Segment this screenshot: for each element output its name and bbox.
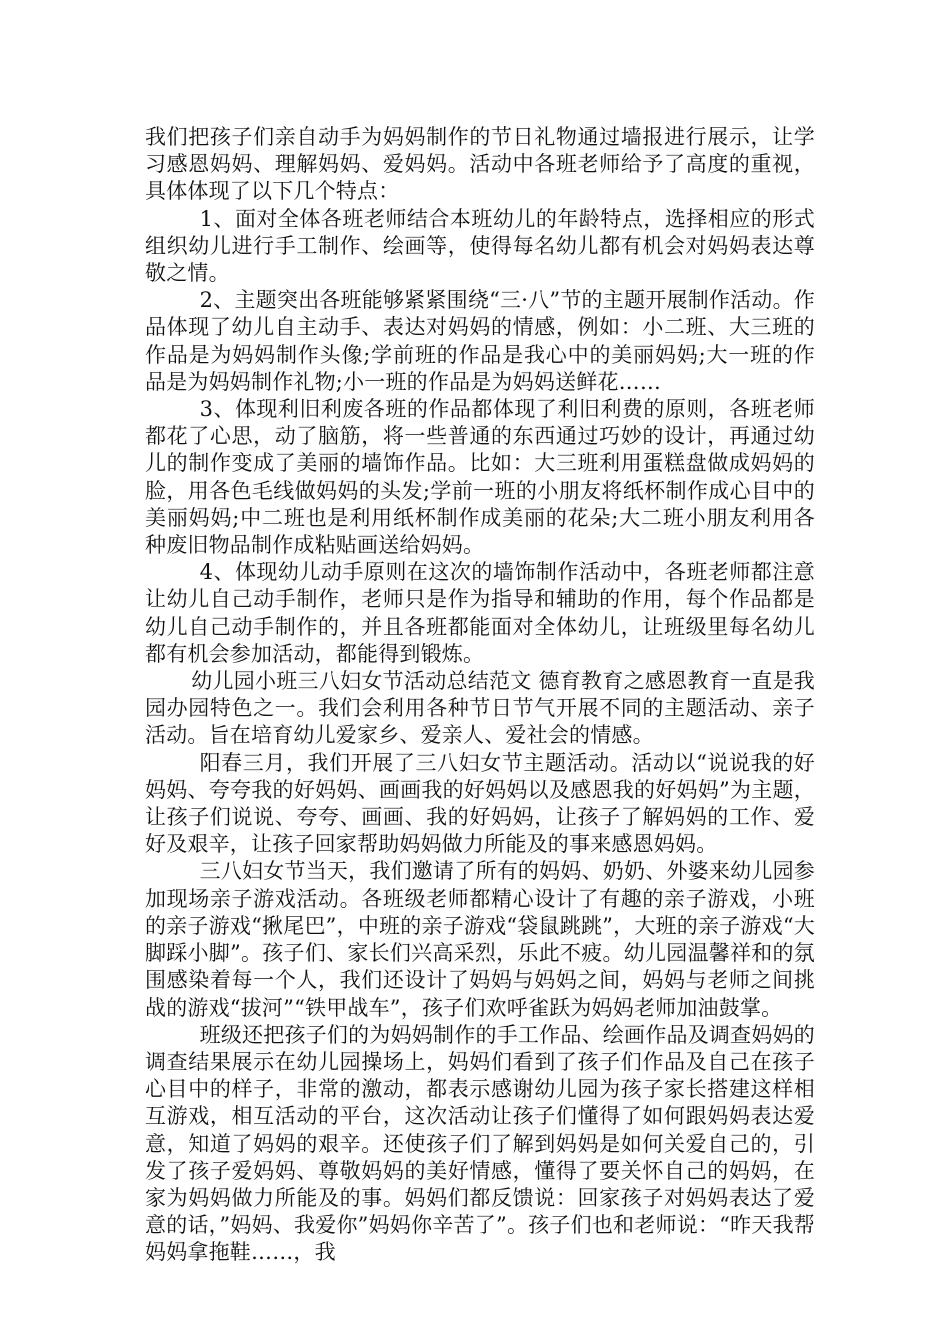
paragraph-march: 阳春三月，我们开展了三八妇女节主题活动。活动以“说说我的好妈妈、夸夸我的好妈妈、画画我的好妈妈以及感恩我的好妈妈”为主题，让孩子们说说、夸夸、画画、我的好妈妈，让孩子了解妈妈的工作、爱好及艰辛，让孩子回家帮助妈妈做力所能及的事来感恩妈妈。 bbox=[145, 750, 815, 857]
paragraph-point-4: 4、体现幼儿动手原则在这次的墙饰制作活动中，各班老师都注意让幼儿自己动手制作，老师只是作为指导和辅助的作用，每个作品都是幼儿自己动手制作的，并且各班都能面对全体幼儿，让班级里每名幼儿都有机会参加活动，都能得到锻炼。 bbox=[145, 560, 815, 666]
paragraph-point-3: 3、体现利旧利废各班的作品都体现了利旧利费的原则，各班老师都花了心思，动了脑筋，将一些普通的东西通过巧妙的设计，再通过幼儿的制作变成了美丽的墙饰作品。比如：大三班利用蛋糕盘做成妈妈的脸，用各色毛线做妈妈的头发;学前一班的小朋友将纸杯制作成心目中的美丽妈妈;中二班也是利用纸杯制作成美丽的花朵;大二班小朋友利用各种废旧物品制作成粘贴画送给妈妈。 bbox=[145, 397, 815, 558]
paragraph-summary-title: 幼儿园小班三八妇女节活动总结范文 德育教育之感恩教育一直是我园办园特色之一。我们会利用各种节日节气开展不同的主题活动、亲子活动。旨在培育幼儿爱家乡、爱亲人、爱社会的情感。 bbox=[145, 669, 815, 748]
document-body bbox=[145, 124, 815, 1267]
paragraph-intro: 我们把孩子们亲自动手为妈妈制作的节日礼物通过墙报进行展示，让学习感恩妈妈、理解妈妈、爱妈妈。活动中各班老师给予了高度的重视，具体体现了以下几个特点： bbox=[145, 125, 815, 204]
paragraph-festival-day: 三八妇女节当天，我们邀请了所有的妈妈、奶奶、外婆来幼儿园参加现场亲子游戏活动。各班级老师都精心设计了有趣的亲子游戏，小班的亲子游戏“揪尾巴”，中班的亲子游戏“袋鼠跳跳”，大班的亲子游戏“大脚踩小脚”。孩子们、家长们兴高采烈，乐此不疲。幼儿园温馨祥和的氛围感染着每一个人，我们还设计了妈妈与妈妈之间，妈妈与老师之间挑战的游戏“拔河”“铁甲战车”，孩子们欢呼雀跃为妈妈老师加油鼓掌。 bbox=[145, 859, 815, 1020]
paragraph-point-1: 1、面对全体各班老师结合本班幼儿的年龄特点，选择相应的形式组织幼儿进行手工制作、绘画等，使得每名幼儿都有机会对妈妈表达尊敬之情。 bbox=[145, 206, 815, 286]
paragraph-point-2: 2、主题突出各班能够紧紧围绕“三·八”节的主题开展制作活动。作品体现了幼儿自主动手、表达对妈妈的情感，例如：小二班、大三班的作品是为妈妈制作头像;学前班的作品是我心中的美丽妈妈;大一班的作品是为妈妈制作礼物;小一班的作品是为妈妈送鲜花…… bbox=[145, 288, 815, 394]
paragraph-exhibition: 班级还把孩子们的为妈妈制作的手工作品、绘画作品及调查妈妈的调查结果展示在幼儿园操场上，妈妈们看到了孩子们作品及自己在孩子心目中的样子，非常的激动，都表示感谢幼儿园为孩子家长搭建这样相互游戏，相互活动的平台，这次活动让孩子们懂得了如何跟妈妈表达爱意，知道了妈妈的艰辛。还使孩子们了解到妈妈是如何关爱自己的，引发了孩子爱妈妈、尊敬妈妈的美好情感，懂得了要关怀自己的妈妈，在家为妈妈做力所能及的事。妈妈们都反馈说：回家孩子对妈妈表达了爱意的话，”妈妈、我爱你”妈妈你辛苦了”。孩子们也和老师说：“昨天我帮妈妈拿拖鞋……，我 bbox=[145, 1022, 815, 1265]
